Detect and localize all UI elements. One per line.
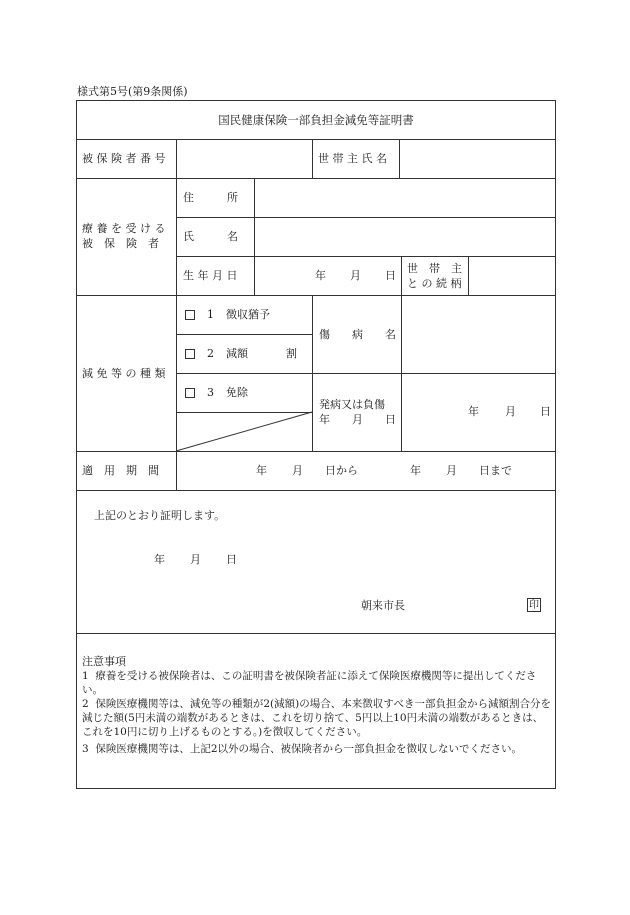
address-field[interactable] xyxy=(255,179,555,216)
opt2-suffix: 割 xyxy=(286,347,297,360)
rule-label-col xyxy=(176,139,177,490)
rule-cert-bottom xyxy=(76,633,556,634)
rule-opt2-bottom xyxy=(176,373,556,374)
rule-opt3-bottom xyxy=(176,412,312,413)
period-from-month: 月 xyxy=(292,464,303,477)
period-to-suffix: 日まで xyxy=(479,464,512,477)
birth-year-label: 年 xyxy=(315,269,326,282)
period-from-year: 年 xyxy=(256,464,267,477)
opt2-label: 減額 xyxy=(226,347,248,360)
form-title: 国民健康保険一部負担金減免等証明書 xyxy=(218,113,414,127)
note-number: 2 xyxy=(82,698,89,710)
note-item-3 xyxy=(82,742,552,756)
period-label: 適 用 期 間 xyxy=(82,464,159,477)
note-item-1 xyxy=(82,669,552,697)
note-text: 保険医療機関等は、減免等の種類が2(減額)の場合、本来徴収すべき一部負担金から減額割合分を減じた額(5円未満の端数があるときは、これを切り捨て、5円以上10円未満の端数があるときは、これを10円に切り上げるものとする。)を徴収してください。 xyxy=(82,698,552,738)
recipient-label-line2: 被 保 険 者 xyxy=(82,237,159,250)
cert-year-label: 年 xyxy=(154,553,165,566)
opt1-number: 1 xyxy=(207,308,214,321)
period-to-month: 月 xyxy=(446,464,457,477)
onset-label-line1: 発病又は負傷 xyxy=(319,398,385,411)
birth-month-label: 月 xyxy=(350,269,361,282)
onset-day-label: 日 xyxy=(540,405,551,418)
address-label: 住 所 xyxy=(183,191,238,204)
onset-label-line2: 年 月 日 xyxy=(319,413,396,426)
note-text: 保険医療機関等は、上記2以外の場合、被保険者から一部負担金を徴収しないでください。 xyxy=(95,743,523,755)
name-field[interactable] xyxy=(255,218,555,255)
note-text: 療養を受ける被保険者は、この証明書を被保険者証に添えて保険医療機関等に提出してください。 xyxy=(82,670,537,696)
note-item-2 xyxy=(82,697,552,739)
note-number: 1 xyxy=(82,670,89,682)
rule-type-bottom xyxy=(76,451,556,452)
cert-day-label: 日 xyxy=(226,553,237,566)
opt1-label: 徴収猶予 xyxy=(226,308,270,321)
birthdate-label: 生 年 月 日 xyxy=(183,269,238,282)
certification-statement: 上記のとおり証明します。 xyxy=(94,509,226,522)
householder-name-label: 世 帯 主 氏 名 xyxy=(318,152,387,165)
reduction-type-label: 減 免 等 の 種 類 xyxy=(82,367,166,380)
period-from-suffix: 日から xyxy=(325,464,358,477)
householder-name-field[interactable] xyxy=(400,140,555,177)
rule-relation-left xyxy=(401,256,402,295)
relation-label-line1: 世 帯 主 xyxy=(407,262,462,275)
disease-name-label: 傷 病 名 xyxy=(319,328,396,341)
recipient-label-line1: 療 養 を 受 け る xyxy=(82,222,166,235)
cert-month-label: 月 xyxy=(190,553,201,566)
opt3-label: 免除 xyxy=(226,386,248,399)
name-label: 氏 名 xyxy=(183,230,238,243)
rule-type-mid xyxy=(312,295,313,451)
rule-householder-left xyxy=(312,139,313,178)
insured-number-field[interactable] xyxy=(177,140,311,177)
issuer-name: 朝来市長 xyxy=(361,599,405,612)
form-number: 様式第5号(第9条関係) xyxy=(77,85,188,98)
checkbox-exemption[interactable] xyxy=(185,388,195,398)
disease-name-field[interactable] xyxy=(402,296,555,372)
checkbox-reduction[interactable] xyxy=(185,349,195,359)
onset-month-label: 月 xyxy=(505,405,516,418)
onset-year-label: 年 xyxy=(468,405,479,418)
opt3-number: 3 xyxy=(207,386,214,399)
birth-day-label: 日 xyxy=(385,269,396,282)
checkbox-deferral[interactable] xyxy=(185,310,195,320)
insured-number-label: 被 保 険 者 番 号 xyxy=(82,152,166,165)
seal-mark: 印 xyxy=(529,600,539,611)
notes-heading: 注意事項 xyxy=(82,655,126,668)
opt2-number: 2 xyxy=(207,347,214,360)
rule-period-bottom xyxy=(76,490,556,491)
rule-opt1-bottom xyxy=(176,334,312,335)
relation-field[interactable] xyxy=(469,257,555,294)
period-to-year: 年 xyxy=(410,464,421,477)
relation-label-line2: と の 続 柄 xyxy=(407,277,462,290)
note-number: 3 xyxy=(82,743,89,755)
